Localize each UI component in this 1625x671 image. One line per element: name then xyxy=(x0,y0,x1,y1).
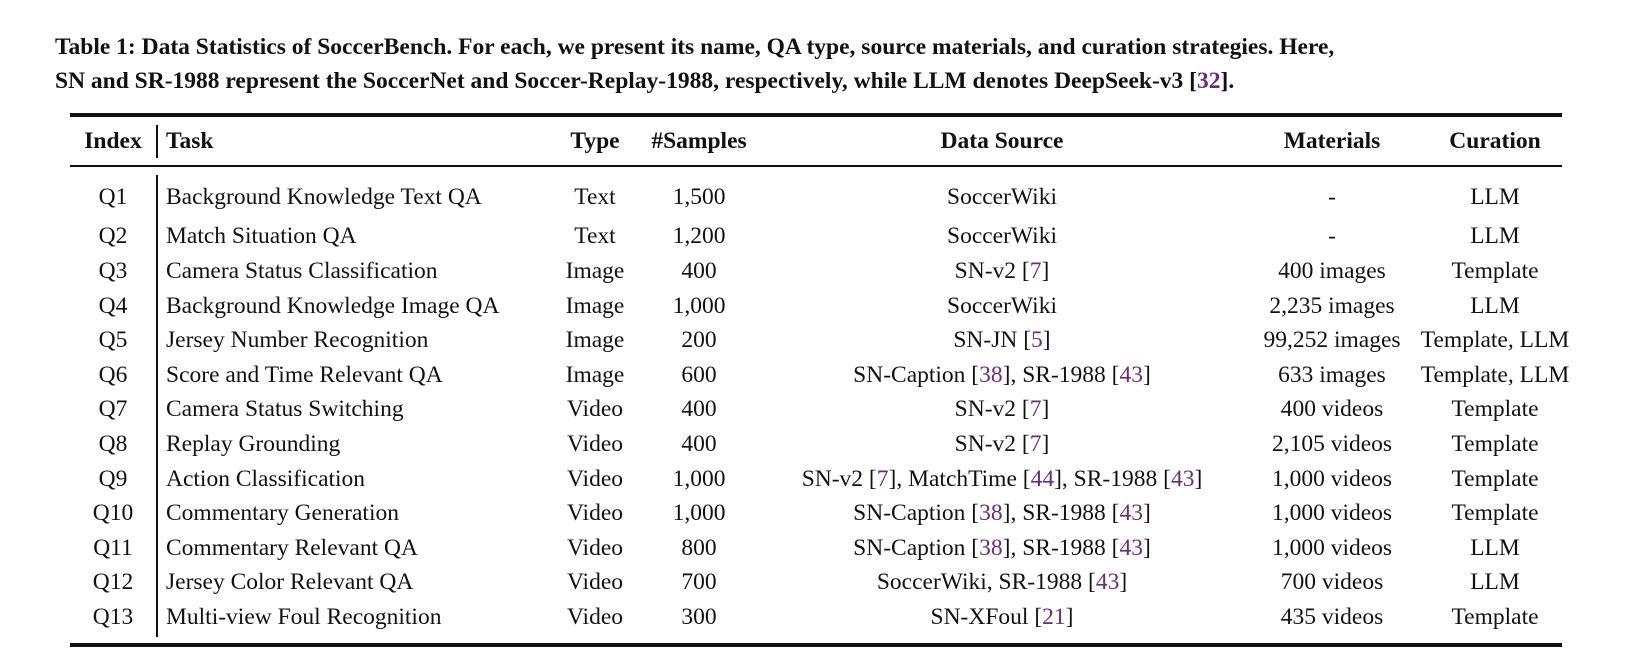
cell-materials: 400 images xyxy=(1278,257,1386,284)
source-text: ] xyxy=(1143,534,1151,561)
cell-curation: Template xyxy=(1451,500,1539,527)
cell-type: Image xyxy=(565,327,625,354)
cell-type: Video xyxy=(566,603,624,630)
cell-samples: 400 xyxy=(681,257,717,284)
caption-line-2-text: SN and SR-1988 represent the SoccerNet and Soccer-Replay-1988, respectively, while LLM denotes DeepSeek-v3 [ xyxy=(55,68,1197,94)
source-text: SoccerWiki, SR-1988 [ xyxy=(876,569,1096,596)
cell-index: Q11 xyxy=(93,534,133,561)
source-text: SN-v2 [ xyxy=(954,396,1030,423)
citation-link[interactable]: 43 xyxy=(1119,361,1143,388)
cell-samples: 400 xyxy=(681,430,717,457)
citation-link[interactable]: 38 xyxy=(979,500,1003,527)
header-task: Task xyxy=(166,127,214,154)
cell-index: Q9 xyxy=(98,465,128,492)
cell-task: Match Situation QA xyxy=(166,223,357,250)
table-row xyxy=(70,566,1572,601)
cell-type: Video xyxy=(566,430,624,457)
cell-data-source xyxy=(758,254,1246,289)
cell-samples: 200 xyxy=(681,327,717,354)
table-caption xyxy=(55,30,1585,98)
table-row xyxy=(70,531,1572,566)
table-row xyxy=(70,496,1572,531)
cell-materials: 435 videos xyxy=(1280,603,1384,630)
source-text: SN-Caption [ xyxy=(853,500,980,527)
citation-link[interactable]: 43 xyxy=(1095,569,1120,596)
caption-line-2 xyxy=(55,64,1585,98)
header-index: Index xyxy=(84,127,142,154)
cell-index: Q7 xyxy=(98,396,128,423)
cell-type: Video xyxy=(566,396,624,423)
source-text: SN-Caption [ xyxy=(853,534,980,561)
citation-link[interactable]: 43 xyxy=(1119,534,1143,561)
table-row xyxy=(70,427,1572,462)
citation-link[interactable]: 7 xyxy=(1029,257,1042,284)
cell-index: Q12 xyxy=(92,569,134,596)
source-text: SN-v2 [ xyxy=(801,465,877,492)
cell-task: Background Knowledge Image QA xyxy=(166,292,500,319)
cell-task: Background Knowledge Text QA xyxy=(166,183,482,210)
table-row xyxy=(70,220,1572,255)
table-row xyxy=(70,289,1572,324)
cell-type: Image xyxy=(565,361,625,388)
cell-samples: 1,000 xyxy=(672,292,726,319)
cell-index: Q13 xyxy=(92,603,134,630)
cell-materials: 1,000 videos xyxy=(1271,534,1393,561)
cell-samples: 800 xyxy=(681,534,717,561)
citation-link[interactable]: 32 xyxy=(1197,68,1221,94)
cell-curation: LLM xyxy=(1470,569,1520,596)
header-data-source: Data Source xyxy=(940,127,1064,154)
cell-samples: 1,500 xyxy=(672,183,726,210)
cell-index: Q1 xyxy=(98,183,128,210)
cell-curation: LLM xyxy=(1470,183,1520,210)
source-text: ], MatchTime [ xyxy=(888,465,1031,492)
header-samples: #Samples xyxy=(651,127,747,154)
source-text: ], SR-1988 [ xyxy=(1002,534,1120,561)
source-text: SN-JN [ xyxy=(953,327,1032,354)
cell-curation: LLM xyxy=(1470,292,1520,319)
source-text: ], SR-1988 [ xyxy=(1002,361,1120,388)
cell-task: Commentary Generation xyxy=(166,500,399,527)
cell-type: Video xyxy=(566,534,624,561)
caption-line-1: Table 1: Data Statistics of SoccerBench. For each, we present its name, QA type, source materials, and curation strategies. Here, xyxy=(55,34,1335,60)
citation-link[interactable]: 38 xyxy=(979,361,1003,388)
source-text: ] xyxy=(1041,430,1050,457)
cell-task: Commentary Relevant QA xyxy=(166,534,418,561)
cell-curation: Template xyxy=(1451,396,1539,423)
cell-task: Camera Status Switching xyxy=(166,396,404,423)
cell-materials: 99,252 images xyxy=(1263,327,1401,354)
table-row xyxy=(70,254,1572,289)
cell-index: Q8 xyxy=(98,430,128,457)
source-text: ] xyxy=(1119,569,1128,596)
cell-task: Score and Time Relevant QA xyxy=(166,361,443,388)
cell-index: Q3 xyxy=(98,257,128,284)
cell-samples: 700 xyxy=(681,569,717,596)
source-text: SoccerWiki xyxy=(947,183,1057,210)
citation-link[interactable]: 43 xyxy=(1170,465,1195,492)
cell-task: Camera Status Classification xyxy=(166,257,438,284)
cell-data-source xyxy=(758,165,1246,220)
cell-task: Jersey Number Recognition xyxy=(166,327,429,354)
table-row xyxy=(70,165,1572,220)
cell-curation: LLM xyxy=(1470,534,1520,561)
cell-materials: - xyxy=(1328,183,1336,210)
cell-materials: 1,000 videos xyxy=(1271,500,1393,527)
cell-index: Q6 xyxy=(98,361,128,388)
cell-materials: 1,000 videos xyxy=(1271,465,1393,492)
cell-curation: Template xyxy=(1451,603,1539,630)
cell-data-source xyxy=(758,566,1246,601)
cell-data-source xyxy=(758,323,1246,358)
cell-materials: 2,105 videos xyxy=(1271,430,1393,457)
cell-type: Text xyxy=(574,183,616,210)
cell-task: Jersey Color Relevant QA xyxy=(166,569,414,596)
cell-samples: 400 xyxy=(681,396,717,423)
source-text: ] xyxy=(1042,327,1051,354)
cell-data-source xyxy=(758,462,1246,497)
cell-data-source xyxy=(758,531,1246,566)
table-row xyxy=(70,393,1572,428)
table-bottom-rule xyxy=(70,643,1562,647)
cell-index: Q10 xyxy=(92,500,134,527)
table-header-row xyxy=(70,117,1572,165)
table-row xyxy=(70,358,1572,393)
cell-materials: 700 videos xyxy=(1280,569,1384,596)
cell-data-source xyxy=(758,393,1246,428)
source-text: ], SR-1988 [ xyxy=(1054,465,1171,492)
source-text: SN-Caption [ xyxy=(853,361,980,388)
cell-data-source xyxy=(758,358,1246,393)
cell-curation: Template xyxy=(1451,430,1539,457)
cell-samples: 1,000 xyxy=(672,500,726,527)
citation-link[interactable]: 5 xyxy=(1031,327,1043,354)
cell-data-source xyxy=(758,496,1246,531)
cell-curation: Template, LLM xyxy=(1420,361,1570,388)
cell-materials: - xyxy=(1328,223,1336,250)
citation-link[interactable]: 38 xyxy=(979,534,1003,561)
cell-task: Action Classification xyxy=(166,465,366,492)
source-text: ] xyxy=(1143,361,1151,388)
cell-curation: Template xyxy=(1451,257,1539,284)
cell-materials: 633 images xyxy=(1278,361,1386,388)
source-text: SoccerWiki xyxy=(947,223,1057,250)
citation-link[interactable]: 7 xyxy=(876,465,889,492)
cell-index: Q2 xyxy=(98,223,128,250)
cell-materials: 2,235 images xyxy=(1269,292,1395,319)
cell-samples: 600 xyxy=(681,361,717,388)
source-text: SN-v2 [ xyxy=(954,257,1030,284)
cell-type: Video xyxy=(566,569,624,596)
source-text: SoccerWiki xyxy=(947,292,1057,319)
cell-curation: LLM xyxy=(1470,223,1520,250)
source-text: SN-XFoul [ xyxy=(930,603,1043,630)
source-text: ] xyxy=(1194,465,1203,492)
citation-link[interactable]: 21 xyxy=(1042,603,1066,630)
table-body xyxy=(70,165,1572,635)
citation-link[interactable]: 7 xyxy=(1029,396,1042,423)
cell-index: Q4 xyxy=(98,292,128,319)
table-row xyxy=(70,462,1572,497)
cell-curation: Template xyxy=(1451,465,1539,492)
caption-line-2-end: ]. xyxy=(1220,68,1235,94)
cell-data-source xyxy=(758,220,1246,255)
cell-samples: 300 xyxy=(681,603,717,630)
cell-data-source xyxy=(758,600,1246,635)
cell-data-source xyxy=(758,427,1246,462)
header-materials: Materials xyxy=(1283,127,1381,154)
header-type: Type xyxy=(570,127,620,154)
source-text: ] xyxy=(1041,257,1050,284)
data-table xyxy=(70,117,1572,635)
table-row xyxy=(70,600,1572,635)
cell-curation: Template, LLM xyxy=(1420,327,1570,354)
source-text: ] xyxy=(1041,396,1050,423)
cell-task: Replay Grounding xyxy=(166,430,341,457)
citation-link[interactable]: 44 xyxy=(1030,465,1055,492)
cell-type: Image xyxy=(565,292,625,319)
citation-link[interactable]: 43 xyxy=(1119,500,1143,527)
table-row xyxy=(70,323,1572,358)
cell-type: Image xyxy=(565,257,625,284)
source-text: SN-v2 [ xyxy=(954,430,1030,457)
cell-samples: 1,200 xyxy=(672,223,726,250)
cell-type: Video xyxy=(566,465,624,492)
source-text: ] xyxy=(1143,500,1151,527)
cell-type: Video xyxy=(566,500,624,527)
cell-materials: 400 videos xyxy=(1280,396,1384,423)
citation-link[interactable]: 7 xyxy=(1029,430,1042,457)
cell-task: Multi-view Foul Recognition xyxy=(166,603,442,630)
cell-samples: 1,000 xyxy=(672,465,726,492)
source-text: ] xyxy=(1065,603,1074,630)
cell-data-source xyxy=(758,289,1246,324)
header-curation: Curation xyxy=(1449,127,1541,154)
source-text: ], SR-1988 [ xyxy=(1002,500,1120,527)
cell-index: Q5 xyxy=(98,327,128,354)
cell-type: Text xyxy=(574,223,616,250)
